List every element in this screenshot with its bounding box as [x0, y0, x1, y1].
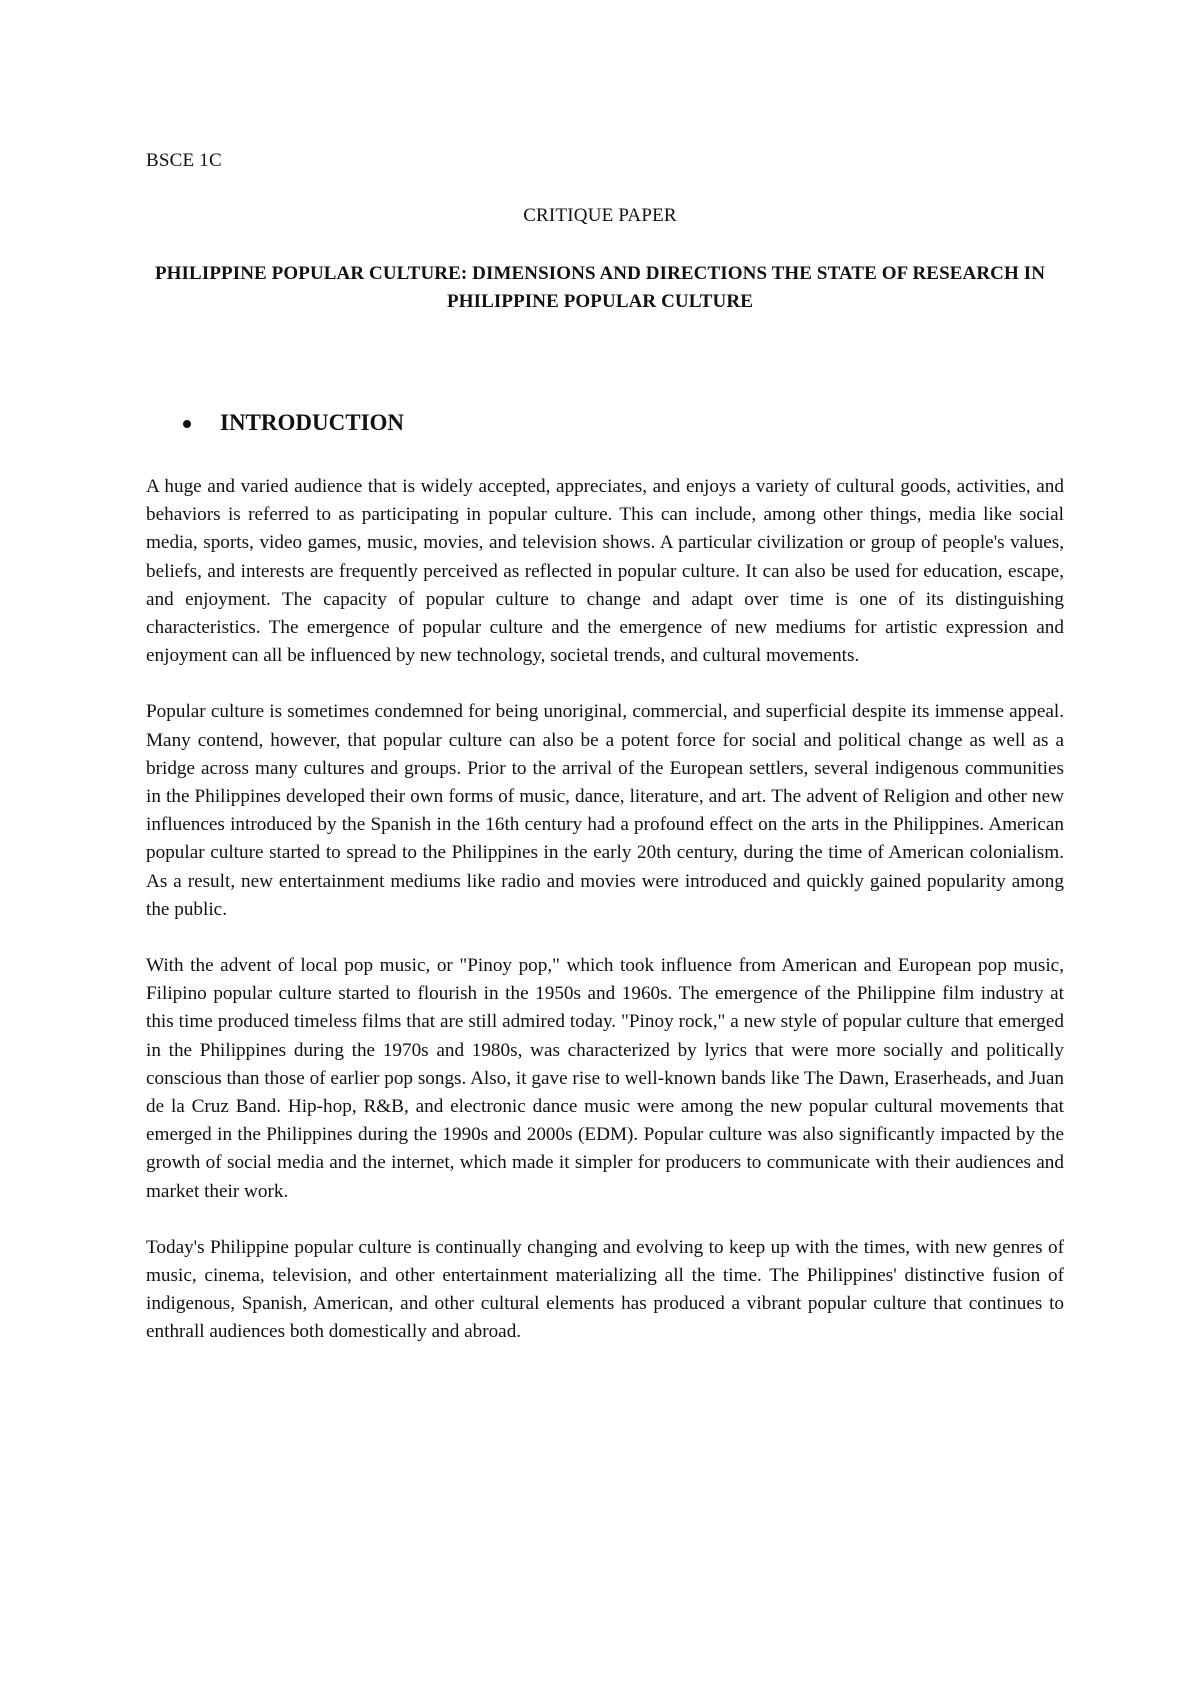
paragraph: With the advent of local pop music, or "Pinoy pop," which took influence from American and European pop music, Filipino popular culture started to flourish in the 1950s and 1960s. The emergence of the Philippine film industry at this time produced timeless films that are still admired today. "Pinoy rock," a new style of popular culture that emerged in the Philippines during the 1970s and 1980s, was characterized by lyrics that were more socially and politically conscious than those of earlier pop songs. Also, it gave rise to well-known bands like The Dawn, Eraserheads, and Juan de la Cruz Band. Hip-hop, R&B, and electronic dance music were among the new popular cultural movements that emerged in the Philippines during the 1990s and 2000s (EDM). Popular culture was also significantly impacted by the growth of social media and the internet, which made it simpler for producers to communicate with their audiences and market their work.: [146, 955, 1064, 1202]
section-heading-introduction: [183, 410, 404, 436]
section-heading-label: INTRODUCTION: [220, 410, 405, 435]
course-label: BSCE 1C: [146, 150, 222, 171]
paragraph: Today's Philippine popular culture is continually changing and evolving to keep up with the times, with new genres of music, cinema, television, and other entertainment materializing all the time. The Philippines' distinctive fusion of indigenous, Spanish, American, and other cultural elements has produced a vibrant popular culture that continues to enthrall audiences both domestically and abroad.: [146, 1236, 1064, 1343]
introduction-body: [146, 473, 1064, 1375]
paragraph: Popular culture is sometimes condemned for being unoriginal, commercial, and superficial despite its immense appeal. Many contend, however, that popular culture can also be a potent force for social and political change as well as a bridge across many cultures and groups. Prior to the arrival of the European settlers, several indigenous communities in the Philippines developed their own forms of music, dance, literature, and art. The advent of Religion and other new influences introduced by the Spanish in the 16th century had a profound effect on the arts in the Philippines. American popular culture started to spread to the Philippines in the early 20th century, during the time of American colonialism. As a result, new entertainment mediums like radio and movies were introduced and quickly gained popularity among the public.: [146, 701, 1064, 920]
paragraph: A huge and varied audience that is widely accepted, appreciates, and enjoys a variety of cultural goods, activities, and behaviors is referred to as participating in popular culture. This can include, among other things, media like social media, sports, video games, music, movies, and television shows. A particular civilization or group of people's values, beliefs, and interests are frequently perceived as reflected in popular culture. It can also be used for education, escape, and enjoyment. The capacity of popular culture to change and adapt over time is one of its distinguishing characteristics. The emergence of popular culture and the emergence of new mediums for artistic expression and enjoyment can all be influenced by new technology, societal trends, and cultural movements.: [146, 476, 1064, 667]
document-title: PHILIPPINE POPULAR CULTURE: DIMENSIONS AND DIRECTIONS THE STATE OF RESEARCH IN PHILIPPINE POPULAR CULTURE: [154, 263, 1046, 312]
bullet-icon: [183, 420, 191, 428]
document-type-heading: CRITIQUE PAPER: [523, 205, 677, 226]
